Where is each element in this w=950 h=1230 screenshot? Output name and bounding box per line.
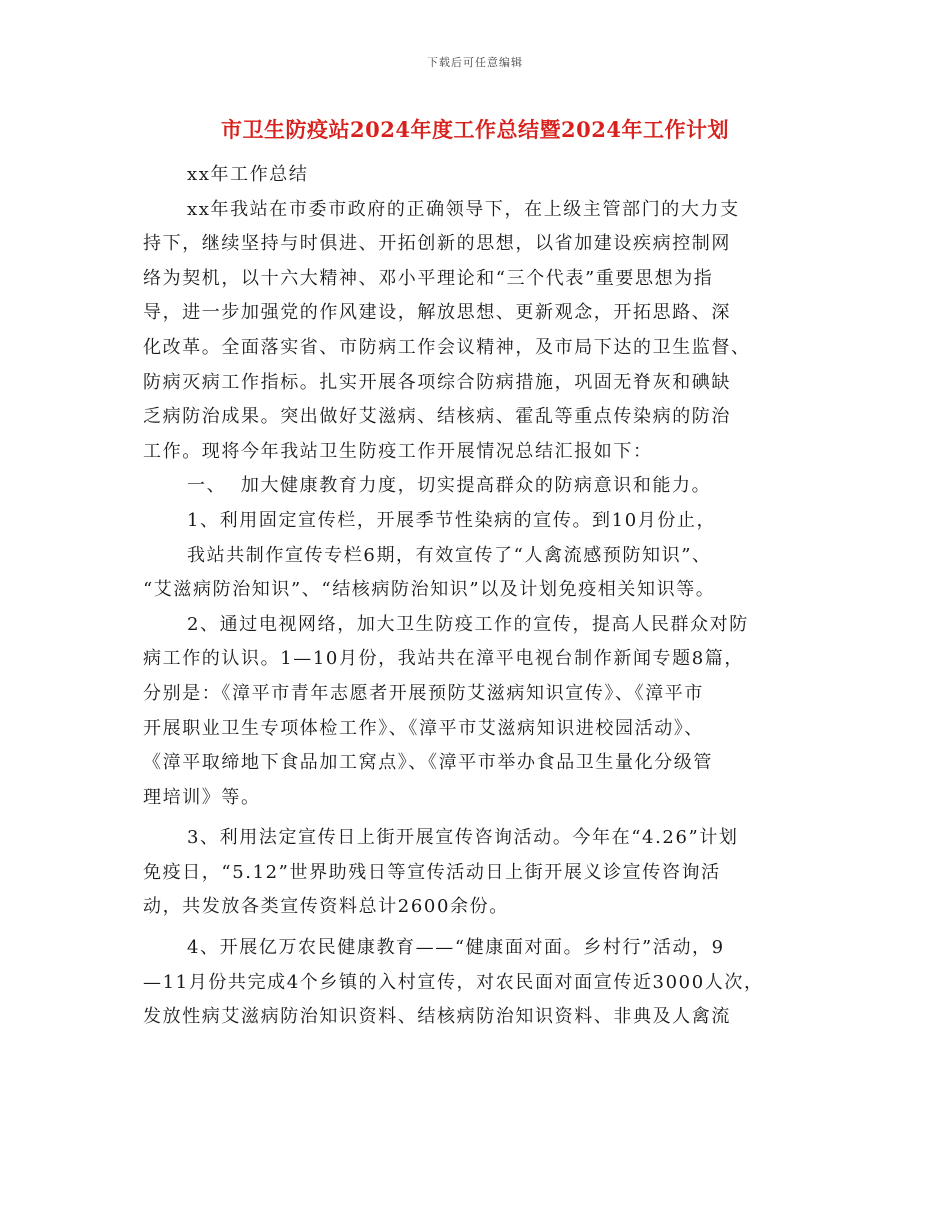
- text-line: 动，共发放各类宣传资料总计2600余份。: [143, 896, 509, 918]
- subtitle: [143, 158, 811, 193]
- text-line: 工作。现将今年我站卫生防疫工作开展情况总结汇报如下：: [143, 440, 653, 462]
- item-2-paragraph: [143, 608, 811, 816]
- text-line: 发放性病艾滋病防治知识资料、结核病防治知识资料、非典及人禽流: [143, 1006, 731, 1028]
- text-line: 化改革。全面落实省、市防病工作会议精神，及市局下达的卫生监督、: [143, 336, 751, 358]
- text-line: 导，进一步加强党的作风建设，解放思想、更新观念，开拓思路、深: [143, 302, 731, 324]
- text-line: 2、通过电视网络，加大卫生防疫工作的宣传，提高人民群众对防: [187, 613, 749, 635]
- document-body: [143, 158, 811, 1035]
- subtitle-text: xx年工作总结: [187, 164, 309, 185]
- item-1-continuation: [143, 539, 811, 608]
- text-line: xx年我站在市委市政府的正确领导下，在上级主管部门的大力支: [187, 198, 740, 220]
- item-4-paragraph: [143, 931, 811, 1035]
- text-line: 开展职业卫生专项体检工作》、《漳平市艾滋病知识进校园活动》、: [143, 717, 704, 739]
- header-note: 下载后可任意编辑: [427, 56, 523, 69]
- item-3-paragraph: [143, 821, 811, 925]
- text-line: 《漳平取缔地下食品加工窝点》、《漳平市举办食品卫生量化分级管: [143, 752, 713, 774]
- item-1-paragraph: [143, 504, 811, 539]
- section-heading-text: 一、 加大健康教育力度，切实提高群众的防病意识和能力。: [187, 475, 712, 497]
- text-line: “艾滋病防治知识”、“结核病防治知识”以及计划免疫相关知识等。: [143, 579, 716, 601]
- text-line: 1、利用固定宣传栏，开展季节性染病的宣传。到10月份止，: [187, 509, 717, 531]
- document-title: 市卫生防疫站2024年度工作总结暨2024年工作计划: [221, 117, 729, 142]
- intro-paragraph: [143, 193, 811, 470]
- text-line: 乏病防治成果。突出做好艾滋病、结核病、霍乱等重点传染病的防治: [143, 406, 731, 428]
- text-line: 络为契机，以十六大精神、邓小平理论和“三个代表”重要思想为指: [143, 267, 714, 289]
- text-line: 病工作的认识。1—10月份，我站共在漳平电视台制作新闻专题8篇，: [143, 648, 745, 670]
- text-line: 免疫日，“5.12”世界助残日等宣传活动日上街开展义诊宣传咨询活: [143, 861, 721, 883]
- section-1-heading: [143, 469, 811, 504]
- text-line: 我站共制作宣传专栏6期，有效宣传了“人禽流感预防知识”、: [187, 544, 712, 566]
- text-line: 持下，继续坚持与时俱进、开拓创新的思想，以省加建设疾病控制网: [143, 233, 731, 255]
- text-line: 理培训》等。: [143, 786, 261, 808]
- text-line: 3、利用法定宣传日上街开展宣传咨询活动。今年在“4.26”计划: [187, 827, 739, 849]
- text-line: —11月份共完成4个乡镇的入村宣传，对农民面对面宣传近3000人次，: [143, 971, 764, 993]
- text-line: 4、开展亿万农民健康教育——“健康面对面。乡村行”活动，9: [187, 937, 725, 959]
- text-line: 分别是：《漳平市青年志愿者开展预防艾滋病知识宣传》、《漳平市: [143, 682, 704, 704]
- text-line: 防病灭病工作指标。扎实开展各项综合防病措施，巩固无脊灰和碘缺: [143, 371, 731, 393]
